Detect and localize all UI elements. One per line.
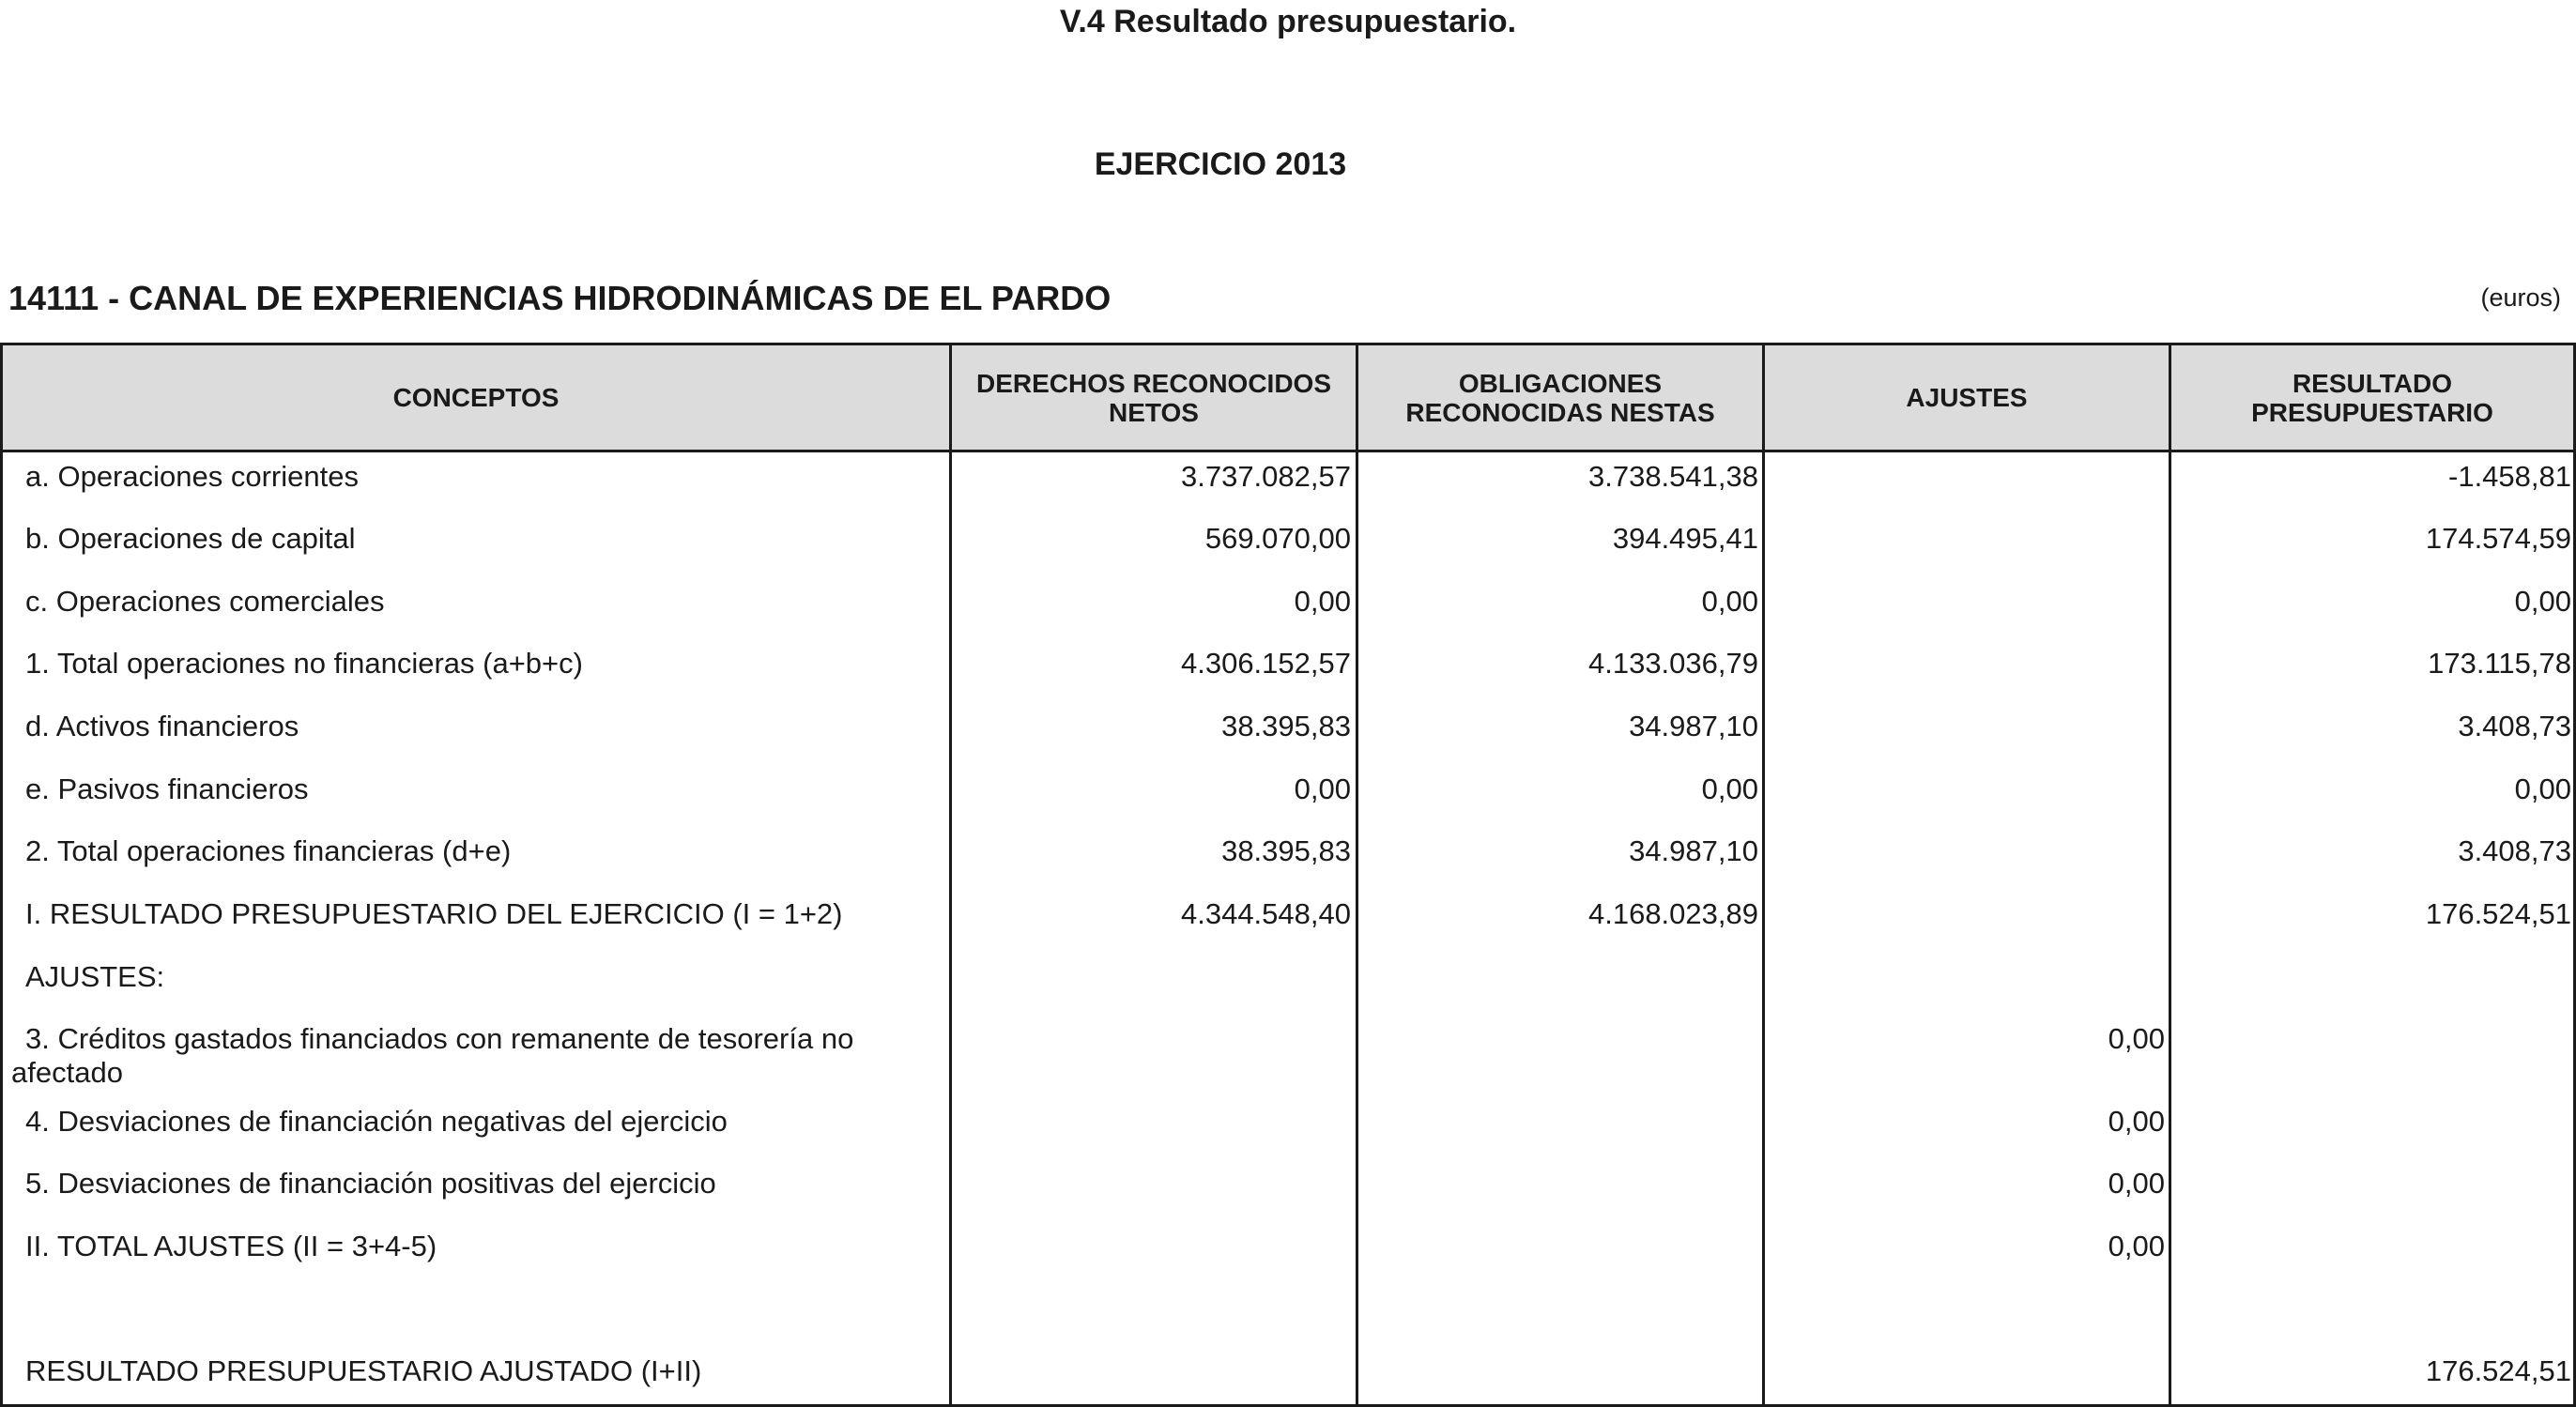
row-label: 3. Créditos gastados financiados con remanente de tesorería no afectado (11, 1022, 854, 1089)
cell-derechos: 4.306.152,57 (1180, 647, 1351, 680)
cell-obligaciones: 4.133.036,79 (1587, 647, 1758, 680)
cell-derechos: 38.395,83 (1221, 834, 1351, 867)
column-divider (2169, 345, 2171, 1404)
cell-resultado: 176.524,51 (2425, 1354, 2571, 1387)
cell-obligaciones: 0,00 (1701, 585, 1758, 618)
row-label: d. Activos financieros (25, 710, 299, 742)
row-label: 1. Total operaciones no financieras (a+b+c) (25, 647, 583, 680)
cell-obligaciones: 4.168.023,89 (1587, 897, 1758, 930)
cell-ajustes: 0,00 (2108, 1022, 2165, 1055)
cell-obligaciones: 34.987,10 (1629, 710, 1758, 742)
cell-ajustes: 0,00 (2108, 1230, 2165, 1262)
cell-resultado: 0,00 (2514, 772, 2571, 805)
entity-title: 14111 - CANAL DE EXPERIENCIAS HIDRODINÁMICAS DE EL PARDO (8, 279, 1112, 317)
column-divider (1762, 345, 1765, 1404)
row-label: RESULTADO PRESUPUESTARIO AJUSTADO (I+II) (25, 1354, 702, 1387)
budget-result-table (0, 343, 2576, 1407)
units-label: (euros) (2480, 283, 2561, 312)
year-title: EJERCICIO 2013 (1094, 146, 1347, 182)
row-label: a. Operaciones corrientes (25, 460, 359, 493)
row-label: b. Operaciones de capital (25, 522, 356, 555)
cell-derechos: 38.395,83 (1221, 710, 1351, 742)
cell-resultado: 173.115,78 (2428, 647, 2571, 680)
cell-ajustes: 0,00 (2108, 1105, 2165, 1138)
cell-resultado: 3.408,73 (2458, 834, 2571, 867)
row-label: c. Operaciones comerciales (25, 585, 385, 618)
header-obligaciones: OBLIGACIONES RECONOCIDAS NESTAS (1405, 368, 1715, 427)
cell-resultado: 174.574,59 (2425, 522, 2571, 555)
row-label: I. RESULTADO PRESUPUESTARIO DEL EJERCICIO (I = 1+2) (25, 897, 843, 930)
row-label: 4. Desviaciones de financiación negativas del ejercicio (25, 1105, 728, 1138)
header-resultado: RESULTADO PRESUPUESTARIO (2251, 368, 2493, 427)
cell-derechos: 0,00 (1294, 585, 1351, 618)
cell-resultado: 0,00 (2514, 585, 2571, 618)
cell-derechos: 569.070,00 (1204, 522, 1351, 555)
cell-derechos: 0,00 (1294, 772, 1351, 805)
row-label: 5. Desviaciones de financiación positivas del ejercicio (25, 1167, 716, 1200)
header-ajustes: AJUSTES (1906, 383, 2028, 412)
cell-obligaciones: 0,00 (1701, 772, 1758, 805)
row-label: 2. Total operaciones financieras (d+e) (25, 834, 512, 867)
cell-ajustes: 0,00 (2108, 1167, 2165, 1200)
cell-derechos: 4.344.548,40 (1180, 897, 1351, 930)
cell-obligaciones: 3.738.541,38 (1587, 460, 1758, 493)
cell-resultado: -1.458,81 (2448, 460, 2571, 493)
cell-obligaciones: 394.495,41 (1612, 522, 1758, 555)
cell-resultado: 176.524,51 (2425, 897, 2571, 930)
cell-obligaciones: 34.987,10 (1629, 834, 1758, 867)
row-label: e. Pasivos financieros (25, 772, 309, 805)
row-label: AJUSTES: (25, 960, 165, 993)
cell-resultado: 3.408,73 (2458, 710, 2571, 742)
header-conceptos: CONCEPTOS (392, 383, 560, 412)
header-derechos: DERECHOS RECONOCIDOS NETOS (975, 368, 1332, 427)
row-label: II. TOTAL AJUSTES (II = 3+4-5) (25, 1230, 437, 1262)
column-divider (1356, 345, 1358, 1404)
page-title: V.4 Resultado presupuestario. (1059, 4, 1517, 39)
cell-derechos: 3.737.082,57 (1180, 460, 1351, 493)
table-header (3, 345, 2573, 452)
column-divider (949, 345, 952, 1404)
